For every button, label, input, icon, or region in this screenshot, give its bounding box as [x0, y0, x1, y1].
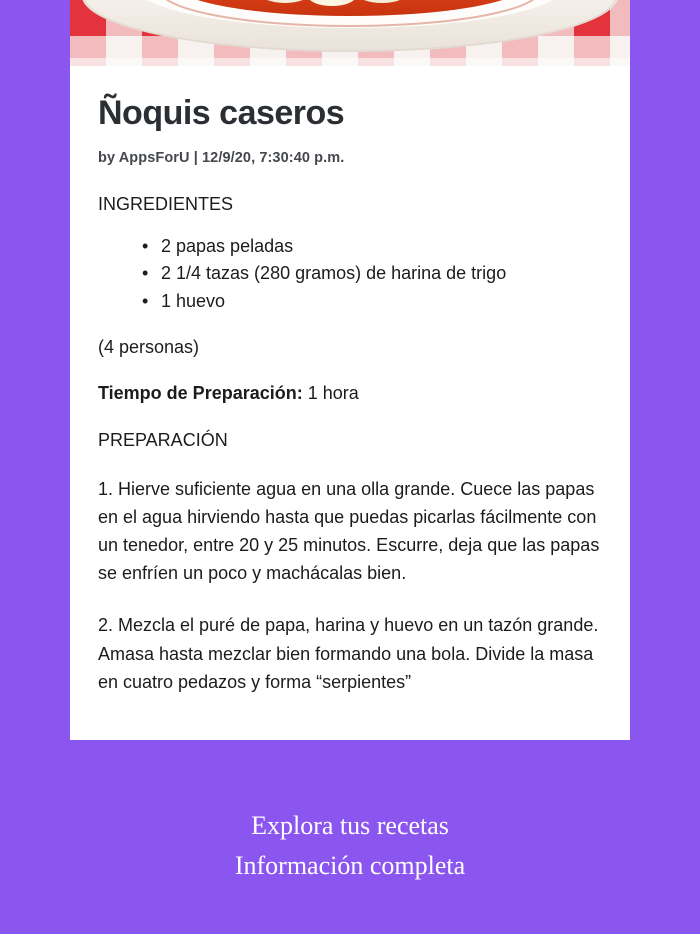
- prep-time-label: Tiempo de Preparación:: [98, 383, 303, 404]
- list-item: • 1 huevo: [161, 288, 602, 315]
- ingredients-heading: INGREDIENTES: [98, 194, 234, 215]
- preparation-step: 1. Hierve suficiente agua en una olla grande. Cuece las papas en el agua hirviendo hasta que puedas picarlas fácilmente con un tenedor, entre 20 y 25 minutos. Escurre, deja que las papas se enfríen un poco y machácalas bien.: [98, 479, 600, 584]
- recipe-card: [70, 0, 630, 740]
- gnocchi-photo-graphic: [70, 0, 630, 66]
- ingredients-list: [98, 233, 602, 315]
- recipe-byline: by AppsForU | 12/9/20, 7:30:40 p.m.: [98, 150, 345, 167]
- recipe-article: [70, 94, 630, 696]
- servings-note: (4 personas): [98, 337, 200, 358]
- footer-caption-line-1: Explora tus recetas: [251, 811, 449, 840]
- footer-caption: [0, 806, 700, 885]
- list-item: • 2 papas peladas: [161, 233, 602, 260]
- recipe-hero-image: [70, 0, 630, 66]
- prep-time-value: 1 hora: [307, 383, 359, 404]
- recipe-title: Ñoquis caseros: [98, 94, 345, 132]
- preparation-heading: PREPARACIÓN: [98, 430, 228, 451]
- prep-time: [98, 383, 602, 404]
- footer-caption-line-2: Información completa: [234, 850, 466, 880]
- list-item: • 2 1/4 tazas (280 gramos) de harina de trigo: [161, 260, 602, 287]
- preparation-step: 2. Mezcla el puré de papa, harina y huevo en un tazón grande. Amasa hasta mezclar bien formando una bola. Divide la masa en cuatro pedazos y forma “serpientes”: [98, 615, 599, 692]
